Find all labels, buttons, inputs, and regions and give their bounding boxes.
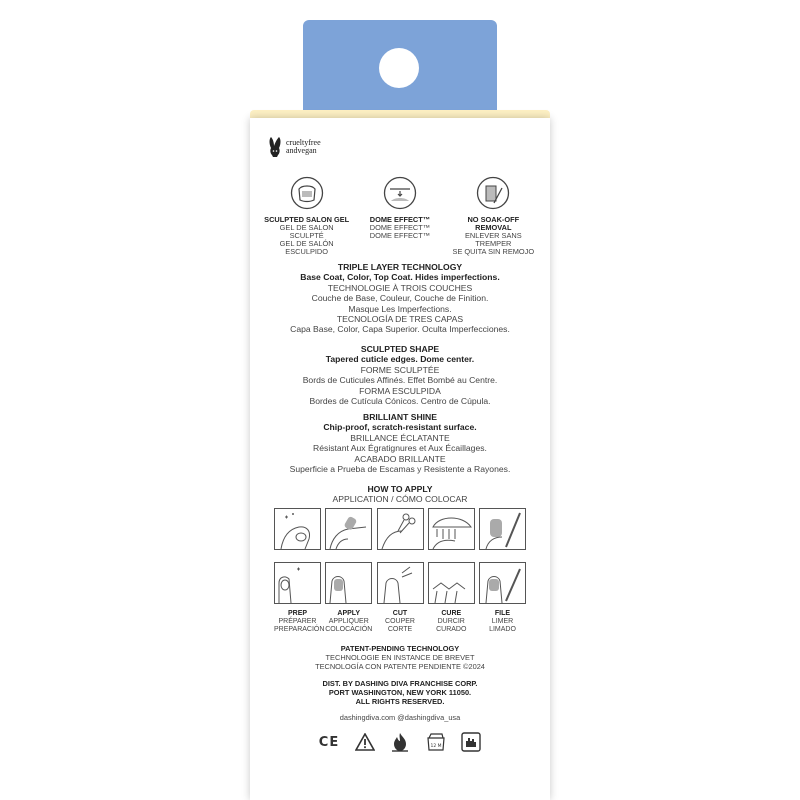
triple-layer-fr-line1: Couche de Base, Couleur, Couche de Finition. [311, 293, 489, 304]
feature-dome-es: DOME EFFECT™ [369, 231, 431, 240]
feature-sculpted-en: SCULPTED SALON GEL [264, 215, 350, 224]
cut-illustration [377, 508, 424, 550]
pao-label: 12 M [429, 744, 442, 749]
step-cut [377, 610, 424, 634]
feature-icons [260, 176, 540, 256]
triple-layer-title: TRIPLE LAYER TECHNOLOGY [337, 262, 463, 272]
triple-layer-fr-line2: Masque Les Imperfections. [348, 303, 452, 314]
step-labels [274, 610, 526, 634]
cut-illustration-2 [377, 562, 424, 604]
step-file [479, 610, 526, 634]
step-file-en: FILE [494, 610, 511, 617]
distributor-line2: PORT WASHINGTON, NEW YORK 11050. [328, 688, 472, 697]
sculpted-shape-es-line: Bordes de Cutícula Cónicos. Centro de Cúpula. [309, 396, 491, 407]
brilliant-shine-fr-title: BRILLANCE ÉCLATANTE [350, 432, 450, 443]
feature-no-soak-fr: ENLEVER SANS TREMPER [464, 231, 522, 248]
no-soak-icon [476, 176, 510, 210]
step-prep-es: PREPARACIÓN [274, 626, 325, 633]
steps-illustrations-row1 [274, 508, 526, 550]
ce-mark-text: CE [318, 734, 340, 750]
triple-layer-section [250, 262, 550, 335]
cruelty-free-badge [268, 136, 326, 158]
flame-icon [389, 731, 411, 753]
apply-illustration-2 [325, 562, 372, 604]
steps-illustrations-row2 [274, 562, 526, 604]
distributor-line1: DIST. BY DASHING DIVA FRANCHISE CORP. [322, 679, 478, 688]
feature-sculpted-es: GEL DE SALÓN ESCULPIDO [279, 239, 334, 256]
patent-section [250, 644, 550, 671]
feature-sculpted-fr: GEL DE SALON SCULPTÉ [279, 223, 334, 240]
contact-line: dashingdiva.com @dashingdiva_usa [339, 713, 461, 722]
bunny-icon [268, 136, 282, 158]
step-cure-fr: DURCIR [437, 618, 465, 625]
step-cut-fr: COUPER [385, 618, 415, 625]
step-cure [428, 610, 475, 634]
how-to-apply-subtitle: APPLICATION / CÓMO COLOCAR [332, 494, 468, 505]
dome-effect-icon [383, 176, 417, 210]
feature-no-soak [448, 176, 538, 256]
feature-dome-fr: DOME EFFECT™ [369, 223, 431, 232]
file-illustration-2 [479, 562, 526, 604]
step-cure-en: CURE [441, 610, 462, 617]
step-apply-fr: APPLIQUER [328, 618, 369, 625]
brilliant-shine-subtitle: Chip-proof, scratch-resistant surface. [323, 422, 477, 433]
step-prep [274, 610, 325, 634]
period-after-opening-icon [425, 731, 447, 753]
how-to-apply-section [250, 484, 550, 505]
sculpted-shape-fr-title: FORME SCULPTÉE [360, 364, 440, 375]
sculpted-shape-fr-line: Bords de Cuticules Affinés. Effet Bombé au Centre. [302, 375, 498, 386]
sculpted-shape-section [250, 344, 550, 406]
patent-fr: TECHNOLOGIE EN INSTANCE DE BREVET [325, 653, 475, 662]
cruelty-free-line2: andvegan [286, 146, 317, 155]
sculpted-gel-icon [290, 176, 324, 210]
step-apply [325, 610, 372, 634]
apply-illustration [325, 508, 372, 550]
prep-illustration-2 [274, 562, 321, 604]
distributor-section [250, 679, 550, 706]
ce-mark-icon [318, 731, 340, 753]
step-file-es: LIMADO [489, 626, 516, 633]
warning-triangle-icon [354, 731, 376, 753]
step-file-fr: LIMER [491, 618, 514, 625]
patent-en: PATENT-PENDING TECHNOLOGY [340, 644, 460, 653]
feature-no-soak-en: NO SOAK-OFF REMOVAL [467, 215, 520, 232]
brilliant-shine-fr-line: Résistant Aux Égratignures et Aux Écaillages. [313, 443, 487, 454]
step-prep-en: PREP [287, 610, 308, 617]
brilliant-shine-es-title: ACABADO BRILLANTE [354, 453, 446, 464]
how-to-apply-title: HOW TO APPLY [367, 484, 433, 494]
prep-illustration [274, 508, 321, 550]
feature-dome-effect [355, 176, 445, 256]
cruelty-free-line1: crueltyfree [286, 138, 321, 147]
regulatory-icons [318, 731, 482, 753]
step-apply-en: APPLY [337, 610, 361, 617]
step-cure-es: CURADO [436, 626, 467, 633]
feature-no-soak-es: SE QUITA SIN REMOJO [452, 247, 535, 256]
brilliant-shine-title: BRILLIANT SHINE [363, 412, 437, 422]
step-apply-es: COLOCACIÓN [325, 626, 373, 633]
file-illustration [479, 508, 526, 550]
step-prep-fr: PRÉPARER [278, 618, 317, 625]
hanger-hole [379, 48, 419, 88]
feature-sculpted-gel [262, 176, 352, 256]
sculpted-shape-subtitle: Tapered cuticle edges. Dome center. [325, 354, 475, 365]
recycle-hand-icon [460, 731, 482, 753]
triple-layer-subtitle: Base Coat, Color, Top Coat. Hides imperfections. [300, 272, 500, 283]
triple-layer-fr-title: TECHNOLOGIE À TROIS COUCHES [327, 282, 473, 293]
package-back [250, 118, 550, 800]
step-cut-en: CUT [392, 610, 408, 617]
step-cut-es: CORTE [387, 626, 413, 633]
cure-illustration-2 [428, 562, 475, 604]
brilliant-shine-es-line: Superficie a Prueba de Escamas y Resistente a Rayones. [289, 464, 511, 475]
feature-dome-en: DOME EFFECT™ [369, 215, 431, 224]
sculpted-shape-title: SCULPTED SHAPE [360, 344, 440, 354]
brilliant-shine-section [250, 412, 550, 474]
distributor-line3: ALL RIGHTS RESERVED. [355, 697, 445, 706]
sculpted-shape-es-title: FORMA ESCULPIDA [359, 385, 441, 396]
patent-es: TECNOLOGÍA CON PATENTE PENDIENTE ©2024 [315, 662, 485, 671]
triple-layer-es-title: TECNOLOGÍA DE TRES CAPAS [336, 314, 464, 325]
triple-layer-es-line: Capa Base, Color, Capa Superior. Oculta Imperfecciones. [290, 324, 510, 335]
cure-illustration [428, 508, 475, 550]
